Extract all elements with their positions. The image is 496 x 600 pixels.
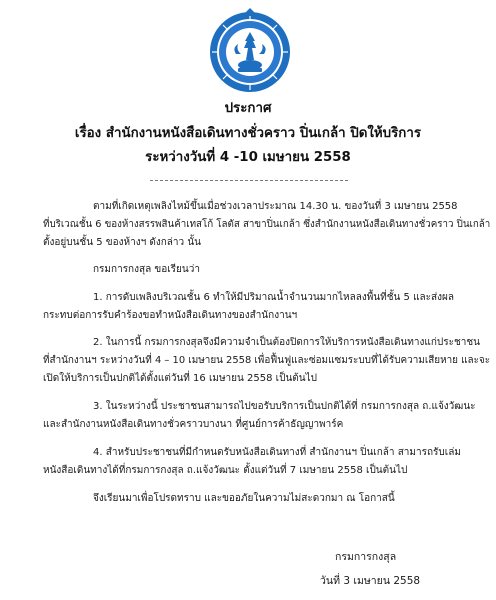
paragraph-line: ตามที่เกิดเหตุเพลิงไหม้ขึ้นเมื่อช่วงเวลาประมาณ 14.30 น. ของวันที่ 3 เมษายน 2558 <box>93 201 458 212</box>
list-item-2-line: เปิดให้บริการเป็นปกติได้ตั้งแต่วันที่ 16 เมษายน 2558 เป็นต้นไป <box>43 373 317 384</box>
list-item-2-line: 2. ในการนี้ กรมการกงสุลจึงมีความจำเป็นต้องปิดการให้บริการหนังสือเดินทางแก่ประชาชน <box>93 337 481 348</box>
list-item-2-line: ที่สำนักงานฯ ระหว่างวันที่ 4 – 10 เมษายน 2558 เพื่อฟื้นฟูและซ่อมแซมระบบที่ได้รับความเสียหาย และจะ <box>43 355 491 366</box>
list-item-4-line: หนังสือเดินทางได้ที่กรมการกงสุล ถ.แจ้งวัฒนะ ตั้งแต่วันที่ 7 เมษายน 2558 เป็นต้นไป <box>43 465 408 476</box>
list-item-1-line: 1. การดับเพลิงบริเวณชั้น 6 ทำให้มีปริมาณน้ำจำนวนมากไหลลงพื้นที่ชั้น 5 และส่งผล <box>93 292 454 303</box>
period-heading: ระหว่างวันที่ 4 -10 เมษายน 2558 <box>145 149 351 165</box>
list-item-4-line: 4. สำหรับประชาชนที่มีกำหนดรับหนังสือเดินทางที่ สำนักงานฯ ปิ่นเกล้า สามารถรับเล่ม <box>93 447 461 458</box>
list-item-1-line: กระทบต่อการรับคำร้องขอทำหนังสือเดินทางของสำนักงานฯ <box>43 310 298 321</box>
ministry-emblem-seal <box>208 8 292 94</box>
announcement-heading: ประกาศ <box>224 100 272 116</box>
subject-heading: เรื่อง สำนักงานหนังสือเดินทางชั่วคราว ปิ่นเกล้า ปิดให้บริการ <box>74 125 422 141</box>
signature-org: กรมการกงสุล <box>335 551 397 563</box>
list-item-3-line: 3. ในระหว่างนี้ ประชาชนสามารถไปขอรับบริการเป็นปกติได้ที่ กรมการกงสุล ถ.แจ้งวัฒนะ <box>93 401 476 412</box>
paragraph-line: ที่บริเวณชั้น 6 ของห้างสรรพสินค้าเทสโก้ โลตัส สาขาปิ่นเกล้า ซึ่งสำนักงานหนังสือเดินทางชั่วคราว ปิ่นเกล้า <box>43 219 491 230</box>
separator-line <box>150 180 348 181</box>
paragraph-line: ตั้งอยู่บนชั้น 5 ของห้างฯ ดังกล่าว นั้น <box>43 237 202 248</box>
paragraph-line: กรมการกงสุล ขอเรียนว่า <box>93 264 200 275</box>
closing-line: จึงเรียนมาเพื่อโปรดทราบ และขออภัยในความไม่สะดวกมา ณ โอกาสนี้ <box>93 493 395 504</box>
signature-date: วันที่ 3 เมษายน 2558 <box>320 575 421 587</box>
list-item-3-line: และสำนักงานหนังสือเดินทางชั่วคราวบางนา ที่ศูนย์การค้าธัญญาพาร์ค <box>43 419 344 430</box>
